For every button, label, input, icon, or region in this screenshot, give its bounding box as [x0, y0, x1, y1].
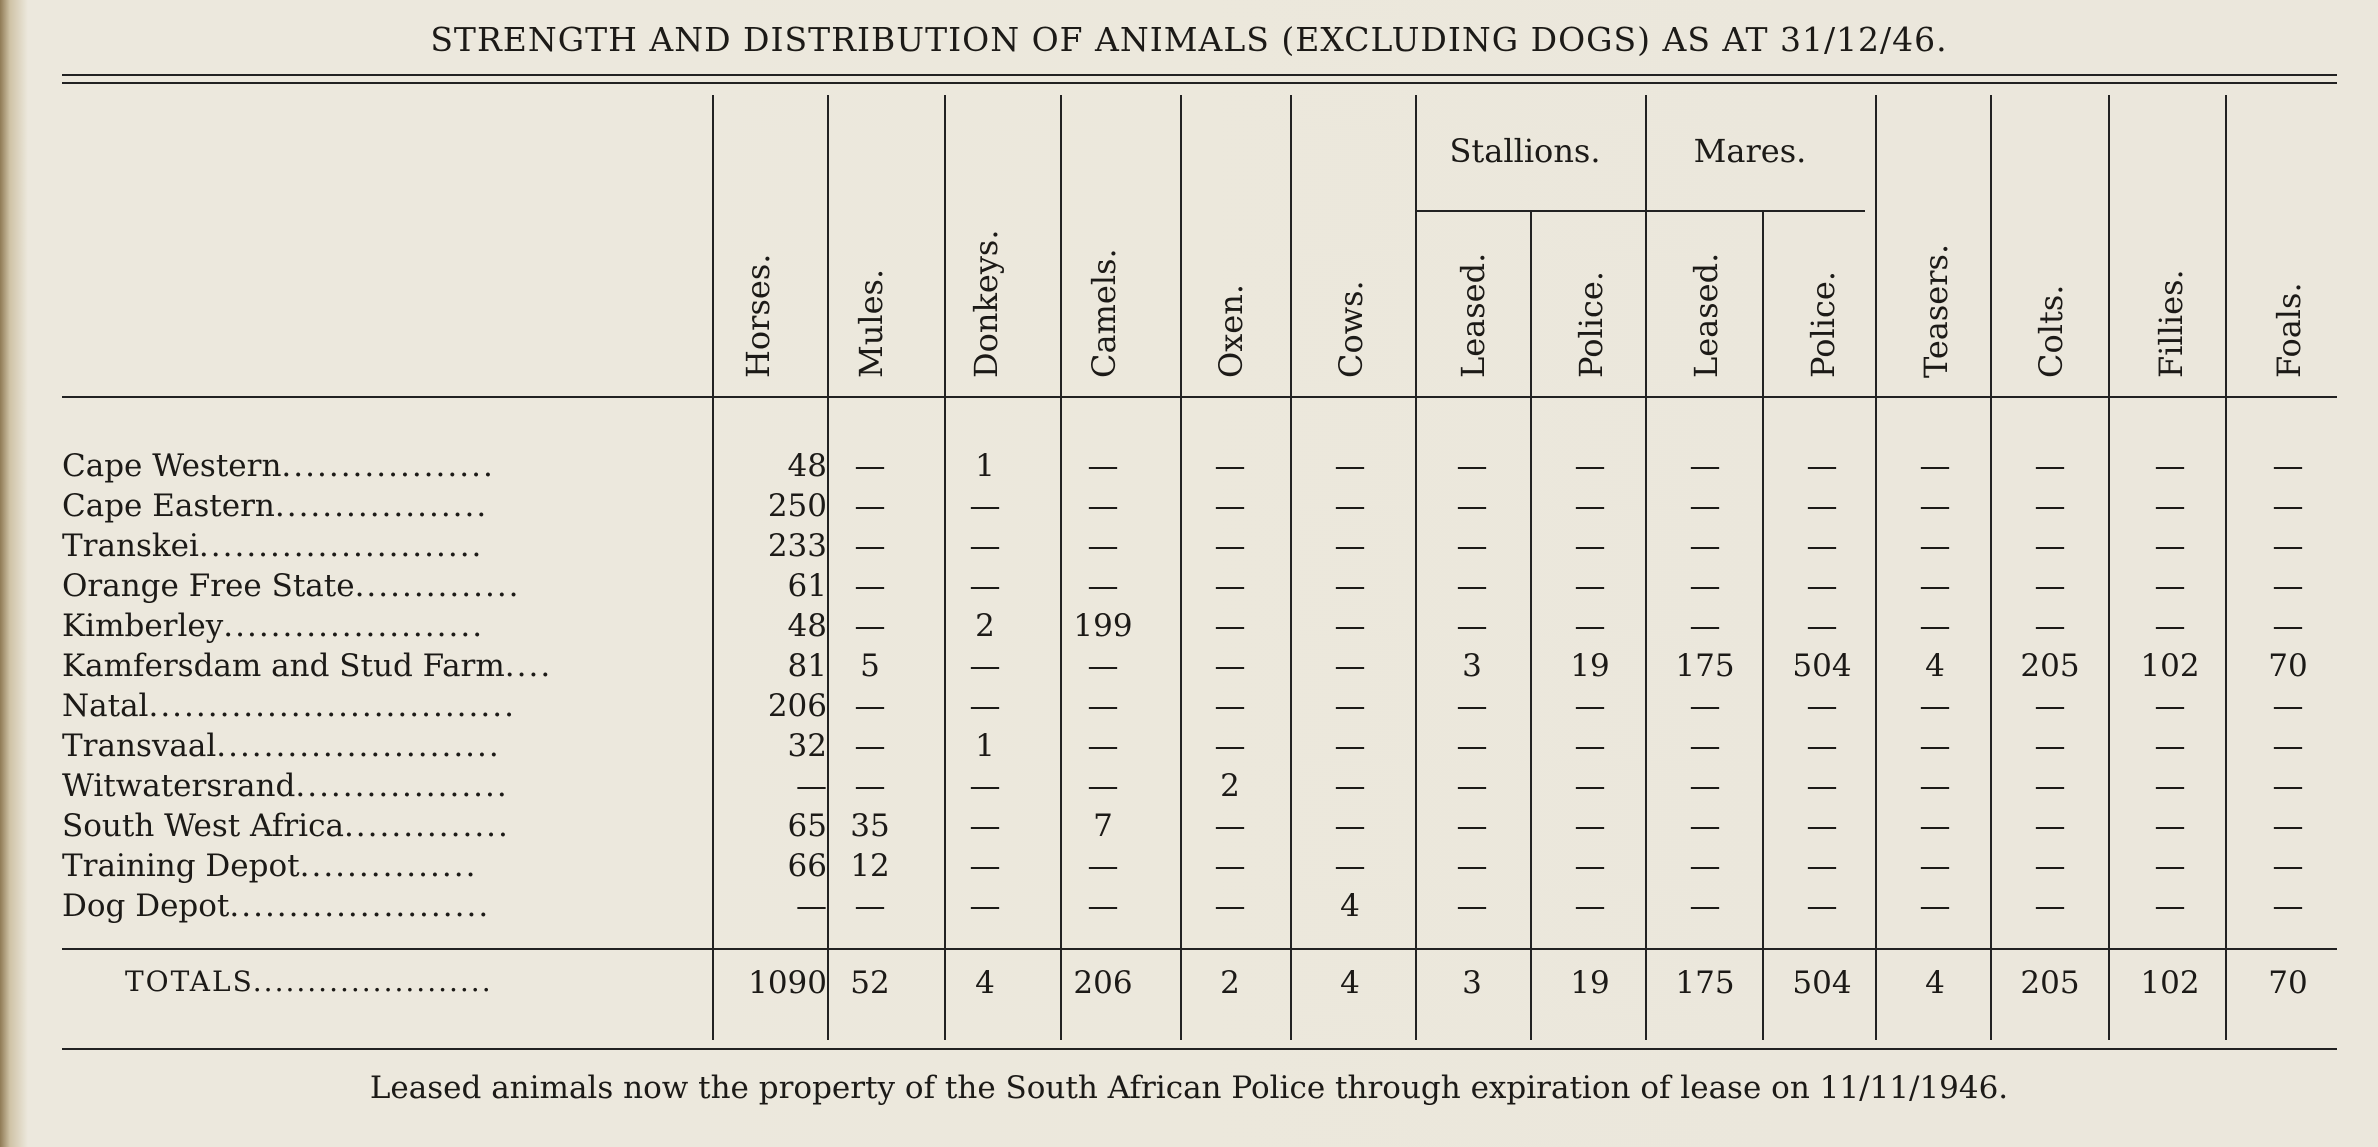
cell-foals: —	[2272, 448, 2304, 484]
cell-oxen: —	[1214, 568, 1246, 604]
cell-cows: 4	[1340, 888, 1360, 924]
cell-fillies: —	[2154, 848, 2186, 884]
cell-horses: 65	[787, 808, 827, 844]
header-bottom-rule	[62, 396, 2337, 398]
cell-mares-police: —	[1806, 528, 1838, 564]
cell-donkeys: 4	[975, 965, 995, 1001]
leader-dots: ........................	[216, 728, 501, 764]
cell-foals: —	[2272, 888, 2304, 924]
cell-fillies: —	[2154, 728, 2186, 764]
cell-mules: —	[854, 608, 886, 644]
cell-mules: —	[854, 448, 886, 484]
cell-mares-police: —	[1806, 568, 1838, 604]
cell-donkeys: 1	[975, 728, 995, 764]
row-label	[62, 848, 692, 884]
cell-colts: 205	[2020, 965, 2080, 1001]
cell-mares-leased: —	[1689, 528, 1721, 564]
row-label	[62, 688, 692, 724]
column-header-mares-leased: Leased.	[1687, 252, 1725, 378]
cell-horses: 1090	[748, 965, 827, 1001]
top-rule	[62, 74, 2337, 76]
cell-oxen: —	[1214, 488, 1246, 524]
cell-stallions-police: —	[1574, 568, 1606, 604]
cell-fillies: —	[2154, 768, 2186, 804]
cell-mares-police: —	[1806, 728, 1838, 764]
cell-teasers: —	[1919, 848, 1951, 884]
cell-donkeys: —	[969, 888, 1001, 924]
cell-stallions-police: —	[1574, 608, 1606, 644]
cell-stallions-leased: —	[1456, 688, 1488, 724]
leader-dots: ..................	[274, 488, 489, 524]
cell-camels: —	[1087, 568, 1119, 604]
leader-dots: ......................	[229, 888, 491, 924]
cell-stallions-police: 19	[1570, 648, 1610, 684]
column-header-horses: Horses.	[739, 253, 777, 378]
cell-oxen: —	[1214, 648, 1246, 684]
cell-mares-leased: —	[1689, 768, 1721, 804]
column-header-teasers: Teasers.	[1917, 243, 1955, 378]
cell-teasers: —	[1919, 728, 1951, 764]
cell-cows: —	[1334, 648, 1366, 684]
cell-mares-police: 504	[1792, 648, 1852, 684]
cell-fillies: —	[2154, 528, 2186, 564]
cell-camels: —	[1087, 488, 1119, 524]
column-header-donkeys: Donkeys.	[967, 229, 1005, 378]
cell-fillies: —	[2154, 448, 2186, 484]
cell-mares-police: —	[1806, 608, 1838, 644]
cell-fillies: —	[2154, 808, 2186, 844]
cell-mules: —	[854, 768, 886, 804]
cell-stallions-leased: —	[1456, 728, 1488, 764]
cell-stallions-police: —	[1574, 528, 1606, 564]
column-header-camels: Camels.	[1085, 248, 1123, 378]
footnote: Leased animals now the property of the South African Police through expiration of lease on 11/11/1946.	[369, 1070, 2009, 1106]
cell-mules: —	[854, 568, 886, 604]
cell-foals: —	[2272, 688, 2304, 724]
cell-foals: —	[2272, 528, 2304, 564]
leader-dots: ..................	[295, 768, 509, 804]
cell-horses: 206	[767, 688, 827, 724]
cell-cows: —	[1334, 568, 1366, 604]
cell-stallions-leased: —	[1456, 608, 1488, 644]
cell-mares-police: 504	[1792, 965, 1852, 1001]
cell-cows: —	[1334, 448, 1366, 484]
row-label	[62, 648, 692, 684]
totals-label	[125, 965, 493, 998]
cell-colts: —	[2034, 808, 2066, 844]
leader-dots: ...............................	[148, 688, 516, 724]
cell-fillies: —	[2154, 568, 2186, 604]
cell-cows: 4	[1340, 965, 1360, 1001]
cell-stallions-leased: —	[1456, 528, 1488, 564]
cell-mares-police: —	[1806, 848, 1838, 884]
cell-donkeys: —	[969, 808, 1001, 844]
cell-oxen: —	[1214, 848, 1246, 884]
column-divider	[712, 95, 714, 1040]
cell-stallions-police: —	[1574, 888, 1606, 924]
cell-teasers: —	[1919, 608, 1951, 644]
cell-mules: —	[854, 728, 886, 764]
row-label	[62, 488, 692, 524]
cell-fillies: —	[2154, 888, 2186, 924]
column-header-mules: Mules.	[852, 268, 890, 378]
cell-cows: —	[1334, 808, 1366, 844]
cell-stallions-leased: —	[1456, 888, 1488, 924]
cell-camels: —	[1087, 448, 1119, 484]
cell-cows: —	[1334, 768, 1366, 804]
cell-teasers: —	[1919, 808, 1951, 844]
cell-mares-police: —	[1806, 688, 1838, 724]
column-header-colts: Colts.	[2032, 284, 2070, 378]
cell-oxen: 2	[1220, 768, 1240, 804]
row-label-text: Cape Eastern	[62, 488, 275, 524]
cell-mares-police: —	[1806, 768, 1838, 804]
cell-stallions-leased: —	[1456, 568, 1488, 604]
cell-colts: —	[2034, 528, 2066, 564]
row-label	[62, 728, 692, 764]
cell-stallions-leased: —	[1456, 488, 1488, 524]
cell-fillies: —	[2154, 488, 2186, 524]
cell-horses: —	[796, 888, 827, 924]
cell-colts: —	[2034, 848, 2066, 884]
cell-camels: —	[1087, 768, 1119, 804]
cell-teasers: —	[1919, 488, 1951, 524]
cell-mares-leased: —	[1689, 888, 1721, 924]
cell-horses: 81	[787, 648, 827, 684]
cell-teasers: —	[1919, 448, 1951, 484]
cell-fillies: —	[2154, 688, 2186, 724]
cell-teasers: —	[1919, 768, 1951, 804]
column-header-stallions-leased: Leased.	[1454, 252, 1492, 378]
cell-colts: —	[2034, 448, 2066, 484]
totals-text: TOTALS	[125, 965, 253, 998]
cell-teasers: —	[1919, 528, 1951, 564]
row-label-text: Transkei	[62, 528, 199, 564]
cell-camels: —	[1087, 688, 1119, 724]
cell-camels: —	[1087, 888, 1119, 924]
leader-dots: ..................	[281, 448, 495, 484]
cell-oxen: —	[1214, 608, 1246, 644]
cell-oxen: —	[1214, 448, 1246, 484]
leader-dots: ...............	[299, 848, 478, 884]
cell-oxen: —	[1214, 688, 1246, 724]
cell-stallions-police: 19	[1570, 965, 1610, 1001]
group-underline	[1415, 210, 1865, 212]
cell-mares-leased: —	[1689, 488, 1721, 524]
bottom-rule	[62, 1048, 2337, 1050]
row-label	[62, 608, 692, 644]
cell-mules: 52	[850, 965, 890, 1001]
row-label	[62, 568, 692, 604]
cell-stallions-leased: —	[1456, 448, 1488, 484]
cell-stallions-police: —	[1574, 848, 1606, 884]
cell-donkeys: 1	[975, 448, 995, 484]
cell-cows: —	[1334, 608, 1366, 644]
cell-teasers: —	[1919, 888, 1951, 924]
cell-donkeys: —	[969, 688, 1001, 724]
cell-mares-leased: —	[1689, 688, 1721, 724]
cell-mules: —	[854, 888, 886, 924]
cell-stallions-leased: 3	[1462, 965, 1482, 1001]
leader-dots: ....	[504, 648, 553, 684]
row-label-text: Kimberley	[62, 608, 224, 644]
row-label-text: Dog Depot	[62, 888, 230, 924]
cell-stallions-police: —	[1574, 688, 1606, 724]
cell-mules: —	[854, 528, 886, 564]
cell-colts: —	[2034, 768, 2066, 804]
totals-top-rule	[62, 948, 2337, 950]
cell-cows: —	[1334, 848, 1366, 884]
cell-donkeys: —	[969, 488, 1001, 524]
cell-fillies: —	[2154, 608, 2186, 644]
cell-stallions-police: —	[1574, 728, 1606, 764]
cell-stallions-leased: —	[1456, 808, 1488, 844]
cell-foals: —	[2272, 608, 2304, 644]
cell-foals: —	[2272, 488, 2304, 524]
table-title: STRENGTH AND DISTRIBUTION OF ANIMALS (EXCLUDING DOGS) AS AT 31/12/46.	[430, 20, 1948, 59]
cell-colts: —	[2034, 728, 2066, 764]
cell-oxen: 2	[1220, 965, 1240, 1001]
cell-teasers: 4	[1925, 648, 1945, 684]
cell-oxen: —	[1214, 888, 1246, 924]
leader-dots: ..............	[354, 568, 521, 604]
column-header-foals: Foals.	[2270, 282, 2308, 378]
cell-mares-police: —	[1806, 488, 1838, 524]
cell-teasers: 4	[1925, 965, 1945, 1001]
cell-mares-leased: —	[1689, 808, 1721, 844]
cell-colts: 205	[2020, 648, 2080, 684]
row-label-text: Orange Free State	[62, 568, 355, 604]
row-label	[62, 528, 692, 564]
row-label-text: Kamfersdam and Stud Farm	[62, 648, 505, 684]
cell-mares-police: —	[1806, 888, 1838, 924]
row-label-text: Witwatersrand	[62, 768, 296, 804]
cell-mules: —	[854, 488, 886, 524]
column-header-fillies: Fillies.	[2152, 269, 2190, 378]
cell-donkeys: —	[969, 568, 1001, 604]
cell-cows: —	[1334, 488, 1366, 524]
cell-mares-leased: —	[1689, 568, 1721, 604]
cell-foals: —	[2272, 728, 2304, 764]
cell-colts: —	[2034, 688, 2066, 724]
cell-colts: —	[2034, 888, 2066, 924]
cell-mares-leased: 175	[1675, 648, 1735, 684]
cell-stallions-police: —	[1574, 768, 1606, 804]
cell-camels: —	[1087, 528, 1119, 564]
cell-mares-leased: —	[1689, 728, 1721, 764]
cell-fillies: 102	[2140, 648, 2200, 684]
cell-mares-leased: —	[1689, 608, 1721, 644]
cell-mares-leased: —	[1689, 848, 1721, 884]
cell-foals: 70	[2268, 965, 2308, 1001]
cell-foals: —	[2272, 768, 2304, 804]
cell-stallions-leased: 3	[1462, 648, 1482, 684]
column-header-cows: Cows.	[1332, 280, 1370, 378]
cell-mules: 35	[850, 808, 890, 844]
cell-mares-police: —	[1806, 448, 1838, 484]
row-label-text: South West Africa	[62, 808, 344, 844]
cell-fillies: 102	[2140, 965, 2200, 1001]
top-rule-double	[62, 82, 2337, 84]
cell-donkeys: —	[969, 528, 1001, 564]
leader-dots: ..............	[343, 808, 510, 844]
cell-oxen: —	[1214, 808, 1246, 844]
cell-horses: 233	[767, 528, 827, 564]
cell-horses: 48	[787, 448, 827, 484]
cell-mules: 12	[850, 848, 890, 884]
row-label	[62, 768, 692, 804]
cell-camels: —	[1087, 728, 1119, 764]
cell-horses: —	[796, 768, 827, 804]
cell-horses: 250	[767, 488, 827, 524]
row-label	[62, 448, 692, 484]
cell-donkeys: —	[969, 768, 1001, 804]
stallions-group-header: Stallions.	[1449, 132, 1601, 170]
cell-horses: 32	[787, 728, 827, 764]
cell-teasers: —	[1919, 688, 1951, 724]
cell-camels: —	[1087, 648, 1119, 684]
cell-colts: —	[2034, 608, 2066, 644]
cell-colts: —	[2034, 568, 2066, 604]
cell-foals: —	[2272, 808, 2304, 844]
cell-mules: —	[854, 688, 886, 724]
row-label-text: Cape Western	[62, 448, 282, 484]
column-header-oxen: Oxen.	[1212, 284, 1250, 378]
column-header-stallions-police: Police.	[1572, 271, 1610, 378]
cell-cows: —	[1334, 688, 1366, 724]
cell-stallions-leased: —	[1456, 848, 1488, 884]
cell-mares-police: —	[1806, 808, 1838, 844]
cell-camels: —	[1087, 848, 1119, 884]
cell-stallions-police: —	[1574, 808, 1606, 844]
cell-oxen: —	[1214, 728, 1246, 764]
cell-camels: 199	[1073, 608, 1133, 644]
cell-donkeys: —	[969, 648, 1001, 684]
cell-horses: 48	[787, 608, 827, 644]
row-label-text: Natal	[62, 688, 149, 724]
row-label	[62, 808, 692, 844]
cell-donkeys: —	[969, 848, 1001, 884]
cell-foals: —	[2272, 848, 2304, 884]
leader-dots: ......................	[223, 608, 485, 644]
cell-teasers: —	[1919, 568, 1951, 604]
row-label	[62, 888, 692, 924]
cell-horses: 61	[787, 568, 827, 604]
cell-cows: —	[1334, 728, 1366, 764]
cell-stallions-police: —	[1574, 488, 1606, 524]
cell-foals: 70	[2268, 648, 2308, 684]
leader-dots: ........................	[198, 528, 484, 564]
cell-foals: —	[2272, 568, 2304, 604]
cell-stallions-leased: —	[1456, 768, 1488, 804]
cell-horses: 66	[787, 848, 827, 884]
cell-donkeys: 2	[975, 608, 995, 644]
cell-colts: —	[2034, 488, 2066, 524]
cell-mares-leased: —	[1689, 448, 1721, 484]
leader-dots: ......................	[252, 965, 493, 998]
cell-mares-leased: 175	[1675, 965, 1735, 1001]
column-header-mares-police: Police.	[1804, 271, 1842, 378]
mares-group-header: Mares.	[1693, 132, 1807, 170]
cell-oxen: —	[1214, 528, 1246, 564]
row-label-text: Training Depot	[62, 848, 300, 884]
row-label-text: Transvaal	[62, 728, 217, 764]
cell-camels: 206	[1073, 965, 1133, 1001]
cell-stallions-police: —	[1574, 448, 1606, 484]
cell-camels: 7	[1093, 808, 1113, 844]
cell-mules: 5	[860, 648, 880, 684]
cell-cows: —	[1334, 528, 1366, 564]
